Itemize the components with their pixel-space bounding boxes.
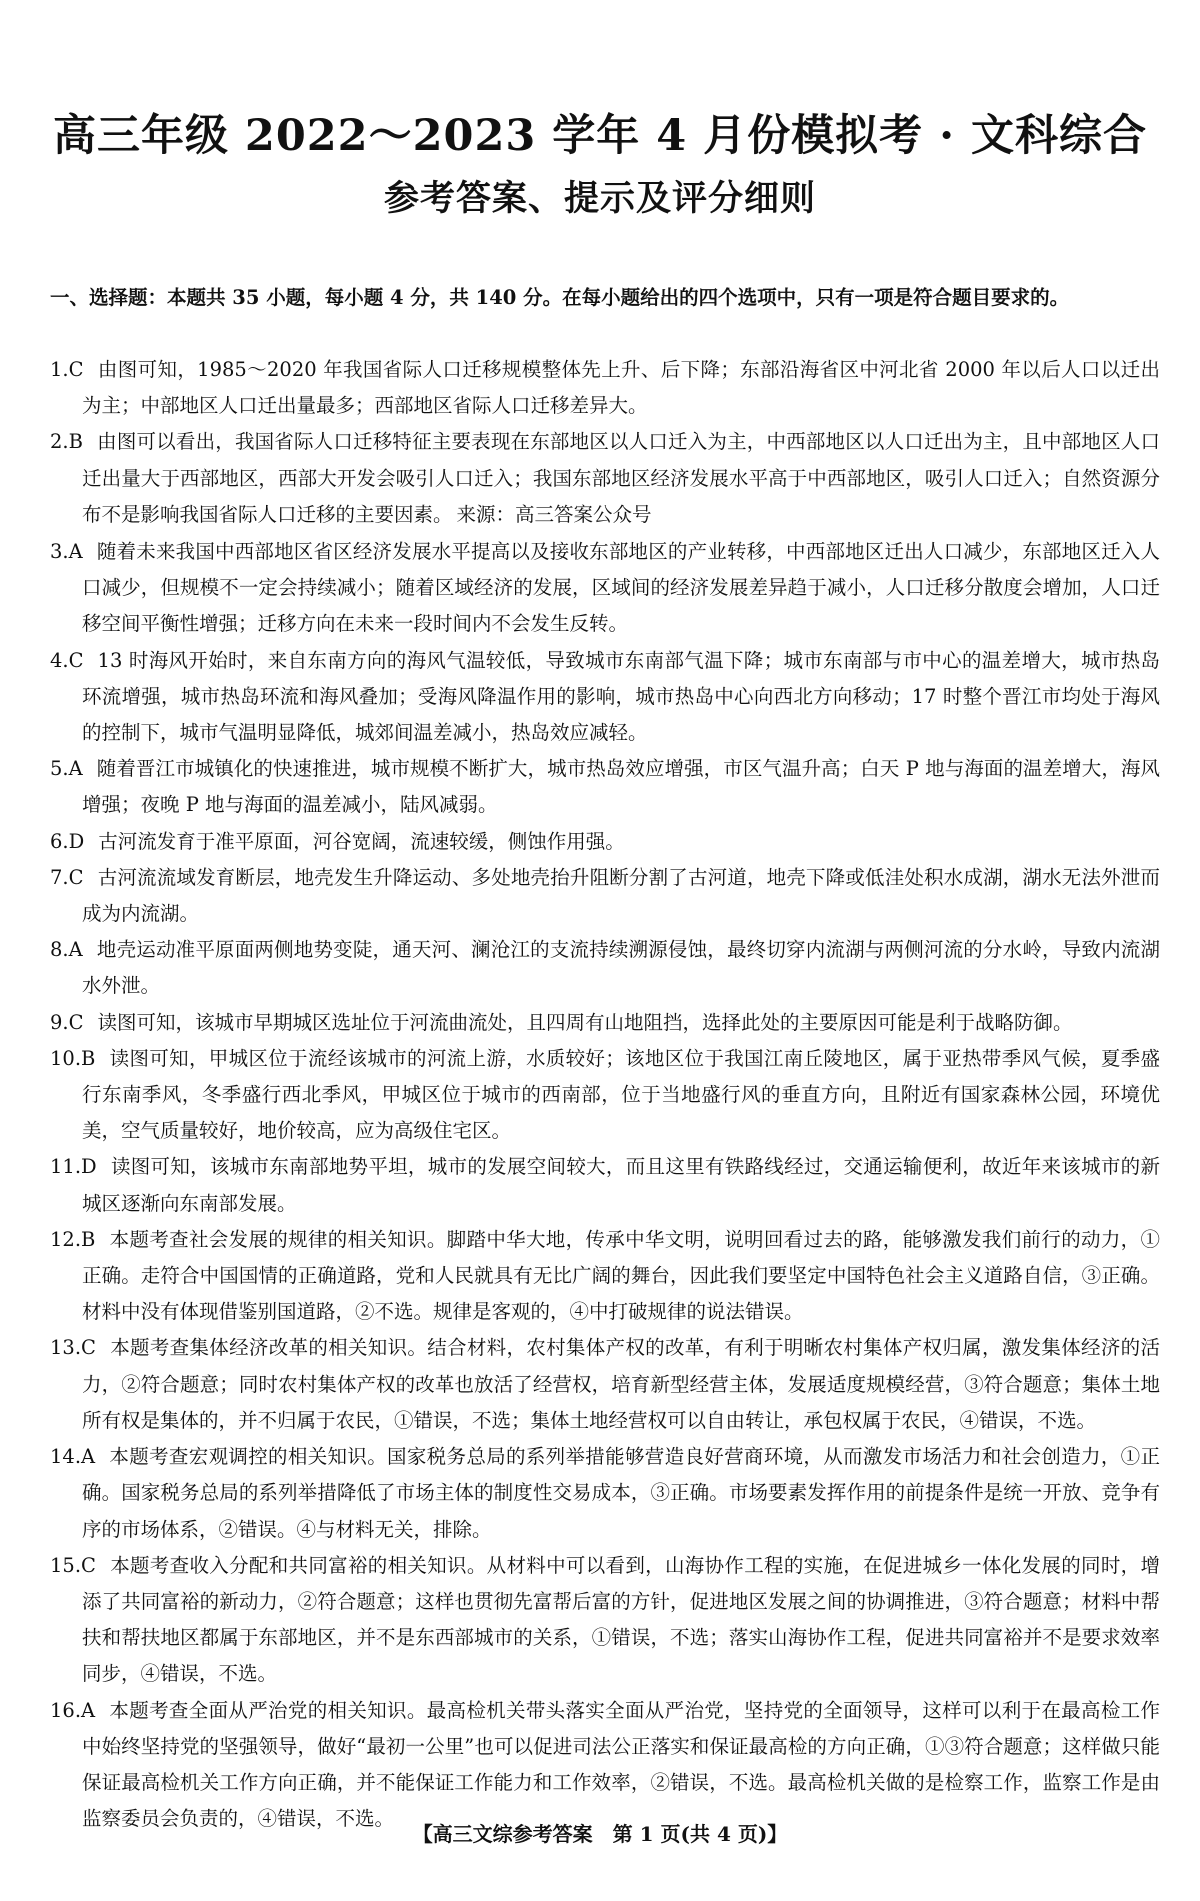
answer-explanation: 由图可以看出，我国省际人口迁移特征主要表现在东部地区以人口迁入为主，中西部地区以人口迁出为主，且中部地区人口迁出量大于西部地区，西部大开发会吸引人口迁入；我国东部地区经济发展水平高于中西部地区，吸引人口迁入；自然资源分布不是影响我国省际人口迁移的主要因素。 [82, 430, 1160, 526]
answer-number: 2. [50, 430, 69, 454]
answer-number: 15. [50, 1553, 82, 1577]
answer-number: 6. [50, 829, 69, 853]
answer-item [50, 1439, 1160, 1548]
answer-explanation: 13 时海风开始时，来自东南方向的海风气温较低，导致城市东南部气温下降；城市东南部与市中心的温差增大，城市热岛环流增强，城市热岛环流和海风叠加；受海风降温作用的影响，城市热岛中心向西北方向移动；17 时整个晋江市均处于海风的控制下，城市气温明显降低，城郊间温差减小，热岛效应减轻。 [82, 648, 1160, 745]
answer-explanation: 读图可知，甲城区位于流经该城市的河流上游，水质较好；该地区位于我国江南丘陵地区，属于亚热带季风气候，夏季盛行东南季风，冬季盛行西北季风，甲城区位于城市的西南部，位于当地盛行风的垂直方向，且附近有国家森林公园，环境优美，空气质量较好，地价较高，应为高级住宅区。 [82, 1046, 1160, 1143]
answer-number: 10. [50, 1046, 82, 1070]
answer-key: A [81, 1698, 96, 1722]
answer-item [50, 1005, 1160, 1041]
answer-item [50, 1149, 1160, 1221]
answer-key: C [68, 358, 84, 381]
answer-number: 13. [50, 1336, 82, 1360]
answer-item [50, 860, 1160, 932]
answer-key: C [81, 1336, 96, 1360]
answer-explanation: 读图可知，该城市早期城区选址位于河流曲流处，且四周有山地阻挡，选择此处的主要原因可能是利于战略防御。 [97, 1010, 1073, 1034]
answer-key: C [68, 648, 84, 672]
answer-key: A [68, 757, 83, 781]
answer-key: B [81, 1046, 96, 1070]
answer-number: 1. [50, 358, 69, 381]
answer-explanation: 读图可知，该城市东南部地势平坦，城市的发展空间较大，而且这里有铁路线经过，交通运输便利，故近年来该城市的新城区逐渐向东南部发展。 [82, 1155, 1160, 1215]
answer-item [50, 1548, 1160, 1693]
answer-item [50, 1222, 1160, 1331]
page-title: 高三年级 2022～2023 学年 4 月份模拟考 · 文科综合 [52, 111, 1148, 161]
answer-item [50, 1693, 1160, 1838]
answer-item [50, 932, 1160, 1004]
answer-key: C [81, 1553, 96, 1577]
answer-item [50, 424, 1160, 534]
source-watermark: 来源：高三答案公众号 [456, 504, 652, 526]
answer-key: D [68, 829, 85, 853]
answer-explanation: 古河流发育于准平原面，河谷宽阔，流速较缓，侧蚀作用强。 [98, 829, 625, 853]
answer-key: C [68, 865, 84, 889]
answer-number: 14. [50, 1445, 82, 1469]
section-heading: 一、选择题：本题共 35 小题，每小题 4 分，共 140 分。在每小题给出的四个选项中，只有一项是符合题目要求的。 [50, 286, 1070, 309]
answer-explanation: 本题考查全面从严治党的相关知识。最高检机关带头落实全面从严治党，坚持党的全面领导，这样可以利于在最高检工作中始终坚持党的坚强领导，做好“最初一公里”也可以促进司法公正落实和保证最高检的方向正确，①③符合题意；这样做只能保证最高检机关工作方向正确，并不能保证工作能力和工作效率，②错误，不选。最高检机关做的是检察工作，监察工作是由监察委员会负责的，④错误，不选。 [82, 1698, 1160, 1831]
answer-number: 7. [50, 865, 69, 889]
answer-key: A [68, 540, 83, 564]
answer-explanation: 由图可知，1985～2020 年我国省际人口迁移规模整体先上升、后下降；东部沿海省区中河北省 2000 年以后人口以迁出为主；中部地区人口迁出量最多；西部地区省际人口迁移差异大。 [82, 358, 1160, 418]
answer-number: 3. [50, 540, 69, 564]
page-footer: 【高三文综参考答案 第 1 页(共 4 页)】 [412, 1822, 788, 1846]
answer-item [50, 534, 1160, 643]
answer-explanation: 随着晋江市城镇化的快速推进，城市规模不断扩大，城市热岛效应增强，市区气温升高；白天 P 地与海面的温差增大，海风增强；夜晚 P 地与海面的温差减小，陆风减弱。 [82, 757, 1160, 817]
answer-list [50, 352, 1160, 1837]
answer-key: A [68, 938, 83, 962]
answer-item [50, 824, 1160, 860]
answer-number: 8. [50, 938, 69, 962]
answer-item [50, 643, 1160, 752]
answer-key: A [81, 1445, 96, 1469]
answer-key: D [81, 1155, 97, 1179]
answer-explanation: 本题考查社会发展的规律的相关知识。脚踏中华大地，传承中华文明，说明回看过去的路，能够激发我们前行的动力，①正确。走符合中国国情的正确道路，党和人民就具有无比广阔的舞台，因此我们要坚定中国特色社会主义道路自信，③正确。材料中没有体现借鉴别国道路，②不选。规律是客观的，④中打破规律的说法错误。 [82, 1227, 1160, 1324]
answer-item [50, 751, 1160, 823]
answer-explanation: 地壳运动准平原面两侧地势变陡，通天河、澜沧江的支流持续溯源侵蚀，最终切穿内流湖与两侧河流的分水岭，导致内流湖水外泄。 [82, 938, 1160, 998]
answer-number: 5. [50, 757, 69, 781]
answer-explanation: 本题考查收入分配和共同富裕的相关知识。从材料中可以看到，山海协作工程的实施，在促进城乡一体化发展的同时，增添了共同富裕的新动力，②符合题意；这样也贯彻先富帮后富的方针，促进地区发展之间的协调推进，③符合题意；材料中帮扶和帮扶地区都属于东部地区，并不是东西部城市的关系，①错误，不选；落实山海协作工程，促进共同富裕并不是要求效率同步，④错误，不选。 [82, 1553, 1160, 1686]
answer-key: B [81, 1227, 96, 1251]
answer-number: 9. [50, 1010, 69, 1034]
answer-key: C [68, 1010, 84, 1034]
answer-number: 4. [50, 648, 69, 672]
answer-item [50, 1330, 1160, 1439]
answer-key: B [68, 430, 83, 454]
answer-item [50, 1041, 1160, 1150]
answer-explanation: 古河流流域发育断层，地壳发生升降运动、多处地壳抬升阻断分割了古河道，地壳下降或低洼处积水成湖，湖水无法外泄而成为内流湖。 [82, 865, 1160, 926]
answer-number: 16. [50, 1698, 82, 1722]
answer-item [50, 352, 1160, 424]
answer-explanation: 随着未来我国中西部地区省区经济发展水平提高以及接收东部地区的产业转移，中西部地区迁出人口减少，东部地区迁入人口减少，但规模不一定会持续减小；随着区域经济的发展，区域间的经济发展差异趋于减小，人口迁移分散度会增加，人口迁移空间平衡性增强；迁移方向在未来一段时间内不会发生反转。 [82, 540, 1160, 636]
answer-explanation: 本题考查集体经济改革的相关知识。结合材料，农村集体产权的改革，有利于明晰农村集体产权归属，激发集体经济的活力，②符合题意；同时农村集体产权的改革也放活了经营权，培育新型经营主体，发展适度规模经营，③符合题意；集体土地所有权是集体的，并不归属于农民，①错误，不选；集体土地经营权可以自由转让，承包权属于农民，④错误，不选。 [82, 1336, 1160, 1432]
answer-explanation: 本题考查宏观调控的相关知识。国家税务总局的系列举措能够营造良好营商环境，从而激发市场活力和社会创造力，①正确。国家税务总局的系列举措降低了市场主体的制度性交易成本，③正确。市场要素发挥作用的前提条件是统一开放、竞争有序的市场体系，②错误。④与材料无关，排除。 [82, 1445, 1160, 1541]
page-subtitle: 参考答案、提示及评分细则 [383, 178, 816, 219]
answer-number: 11. [50, 1155, 82, 1179]
answer-number: 12. [50, 1227, 82, 1251]
